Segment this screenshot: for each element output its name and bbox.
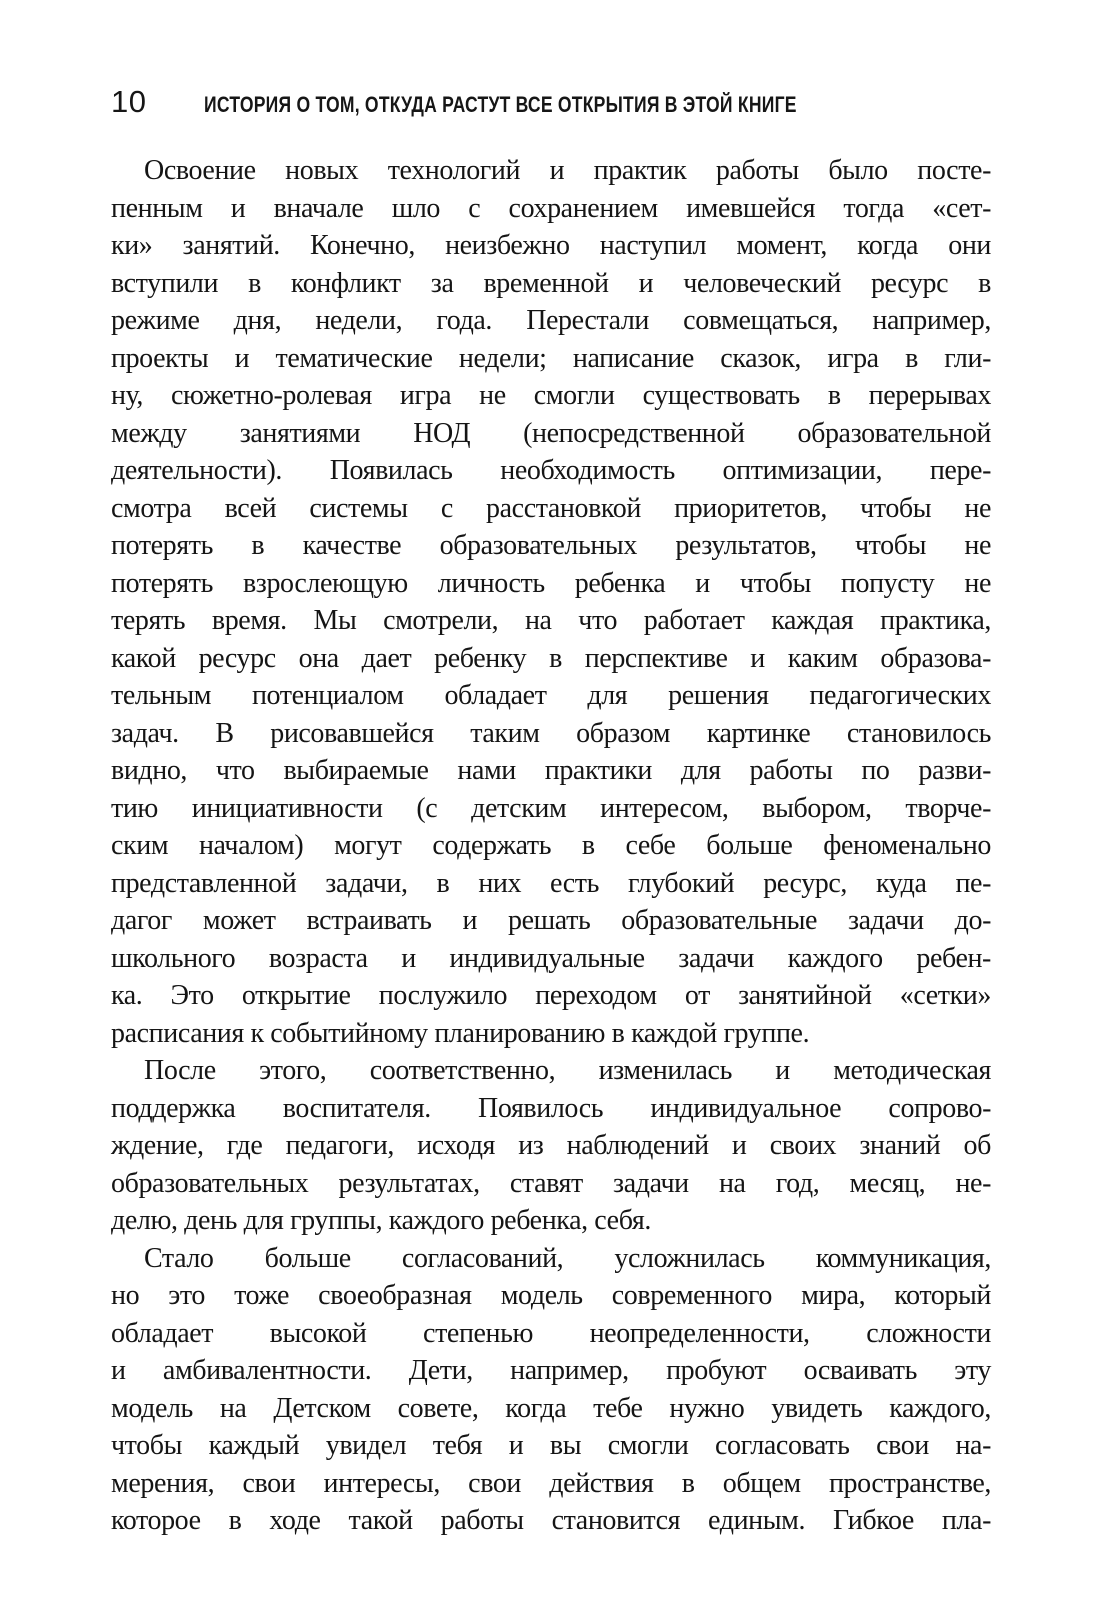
text-line: После этого, соответственно, изменилась и методическая <box>144 1055 991 1086</box>
text-line: проекты и тематические недели; написание сказок, игра в гли- <box>111 342 991 374</box>
text-line: чтобы каждый увидел тебя и вы смогли согласовать свои на- <box>111 1430 991 1461</box>
text-line: тельным потенциалом обладает для решения педагогических <box>111 680 991 711</box>
text-line: пенным и вначале шло с сохранением имевшейся тогда «сет- <box>111 192 991 224</box>
text-line: вступили в конфликт за временной и человеческий ресурс в <box>111 267 991 299</box>
text-line: и амбивалентности. Дети, например, пробуют осваивать эту <box>111 1355 991 1386</box>
text-line: ну, сюжетно-ролевая игра не смогли существовать в перерывах <box>111 380 991 411</box>
text-line: ским началом) могут содержать в себе больше феноменально <box>111 830 991 861</box>
text-line: ки» занятий. Конечно, неизбежно наступил момент, когда они <box>111 230 991 261</box>
body-text <box>111 152 991 1540</box>
text-line: представленной задачи, в них есть глубокий ресурс, куда пе- <box>111 867 991 899</box>
text-line: делю, день для группы, каждого ребенка, себя. <box>111 1205 651 1236</box>
text-line: видно, что выбираемые нами практики для работы по разви- <box>111 755 991 786</box>
text-line: ка. Это открытие послужило переходом от занятийной «сетки» <box>111 980 991 1011</box>
text-line: какой ресурс она дает ребенку в перспективе и каким образова- <box>111 642 991 674</box>
text-line: школьного возраста и индивидуальные задачи каждого ребен- <box>111 942 991 974</box>
text-line: модель на Детском совете, когда тебе нужно увидеть каждого, <box>111 1392 991 1424</box>
page-header <box>111 86 964 118</box>
text-line: потерять в качестве образовательных результатов, чтобы не <box>111 530 991 561</box>
text-line: режиме дня, недели, года. Перестали совмещаться, например, <box>111 305 991 336</box>
text-line: которое в ходе такой работы становится единым. Гибкое пла- <box>111 1505 991 1536</box>
running-head: ИСТОРИЯ О ТОМ, ОТКУДА РАСТУТ ВСЕ ОТКРЫТИЯ В ЭТОЙ КНИГЕ <box>204 92 798 117</box>
text-line: терять время. Мы смотрели, на что работает каждая практика, <box>111 605 991 636</box>
text-line: смотра всей системы с расстановкой приоритетов, чтобы не <box>111 492 991 524</box>
text-line: дагог может встраивать и решать образовательные задачи до- <box>111 905 991 936</box>
text-line: поддержка воспитателя. Появилось индивидуальное сопрово- <box>111 1092 991 1124</box>
text-line: ждение, где педагоги, исходя из наблюдений и своих знаний об <box>111 1130 991 1161</box>
text-line: Стало больше согласований, усложнилась коммуникация, <box>144 1242 991 1274</box>
text-line: Освоение новых технологий и практик работы было посте- <box>144 155 991 186</box>
text-line: потерять взрослеющую личность ребенка и чтобы попусту не <box>111 567 991 599</box>
text-line: обладает высокой степенью неопределенности, сложности <box>111 1317 991 1349</box>
text-line: между занятиями НОД (непосредственной образовательной <box>111 417 991 449</box>
text-line: образовательных результатах, ставят задачи на год, месяц, не- <box>111 1167 991 1199</box>
text-line: но это тоже своеобразная модель современного мира, который <box>111 1280 991 1311</box>
text-line: задач. В рисовавшейся таким образом картинке становилось <box>111 717 991 749</box>
text-line: деятельности). Появилась необходимость оптимизации, пере- <box>111 455 991 486</box>
text-line: тию инициативности (с детским интересом, выбором, творче- <box>111 792 991 824</box>
page-number: 10 <box>111 84 147 119</box>
text-line: мерения, свои интересы, свои действия в общем пространстве, <box>111 1467 991 1499</box>
text-line: расписания к событийному планированию в каждой группе. <box>111 1017 810 1049</box>
